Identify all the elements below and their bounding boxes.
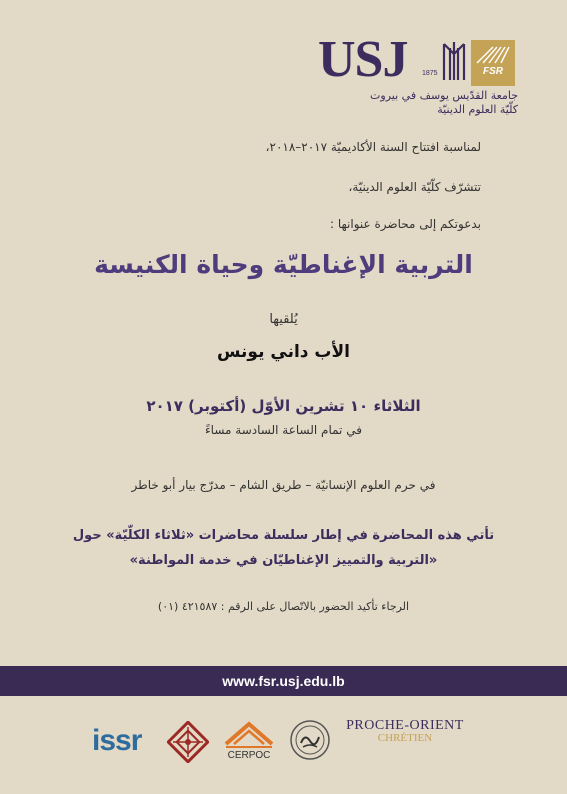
series-line-2: «التربية والتمييز الإغناطيّان في خدمة المواطنة» — [129, 553, 438, 568]
fsr-text: FSR — [483, 66, 503, 77]
rsvp-text: الرجاء تأكيد الحضور بالاتّصال على الرقم : ٤٢١٥٨٧ (٠١) — [157, 600, 410, 613]
invite-text: بدعوتكم إلى محاضرة عنوانها : — [329, 217, 481, 231]
fsr-logo — [471, 40, 515, 86]
cerpoc-logo — [220, 716, 278, 768]
speaker-name: الأب داني يونس — [217, 342, 350, 362]
usj-fsr-logo — [318, 31, 518, 116]
lecture-date: الثلاثاء ١٠ تشرين الأوّل (أكتوبر) ٢٠١٧ — [146, 397, 421, 415]
lecture-time: في تمام الساعة السادسة مساءً — [205, 423, 362, 437]
university-name: جامعة القدّيس يوسف في بيروت — [370, 89, 518, 102]
proche-orient-chretien-logo — [345, 718, 465, 758]
host-text: تتشرّف كلّيّة العلوم الدينيّة، — [348, 180, 481, 194]
calligraphy-seal-icon — [289, 719, 331, 761]
usj-emblem-icon — [440, 40, 468, 84]
series-line-1: تأتي هذه المحاضرة في إطار سلسلة محاضرات «ثلاثاء الكلّيّة» حول — [72, 528, 495, 543]
poc-line-1: PROCHE-ORIENT — [346, 718, 464, 733]
lecture-title: التربية الإغناطيّة وحياة الكنيسة — [94, 250, 473, 279]
usj-logo-text: USJ — [318, 31, 408, 88]
lecture-place: في حرم العلوم الإنسانيّة – طريق الشام – مدرّج بيار أبو خاطر — [131, 478, 436, 492]
by-label: يُلقيها — [269, 312, 298, 327]
faculty-name: كلّيّة العلوم الدينيّة — [437, 103, 518, 116]
usj-year: 1875 — [422, 70, 438, 77]
poc-line-2: CHRÉTIEN — [377, 732, 433, 744]
issr-logo: issr — [92, 724, 142, 757]
fsr-rays-icon — [475, 44, 511, 64]
website-link[interactable]: www.fsr.usj.edu.lb — [222, 673, 345, 689]
cerpoc-roof-icon — [220, 716, 278, 750]
ornament-diamond-icon — [167, 721, 209, 763]
occasion-text: لمناسبة افتتاح السنة الأكاديميّة ٢٠١٧–٢٠١٨، — [265, 140, 481, 154]
footer-band — [0, 666, 567, 696]
cerpoc-text: CERPOC — [227, 750, 271, 761]
